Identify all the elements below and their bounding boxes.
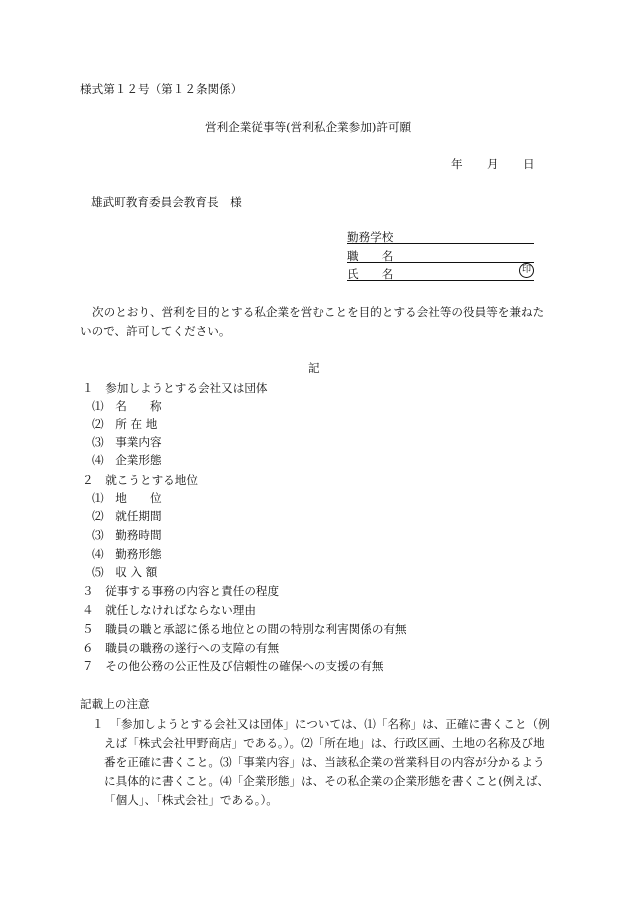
notes-line-2: えば「株式会社甲野商店」である。）。⑵「所在地」は、行政区画、土地の名称及び地 xyxy=(104,736,545,750)
notes-heading: 記載上の注意 xyxy=(80,697,150,711)
item-1-4: ⑷ 企業形態 xyxy=(92,453,162,467)
date-month: 月 xyxy=(487,157,499,171)
item-2-4: ⑷ 勤務形態 xyxy=(92,547,162,561)
ki-heading: 記 xyxy=(308,361,320,375)
item-2: ２ 就こうとする地位 xyxy=(82,473,198,487)
body-line-1: 次のとおり、営利を目的とする私企業を営むことを目的とする会社等の役員等を兼ねた xyxy=(92,305,545,319)
notes-line-4: に具体的に書くこと。⑷「企業形態」は、その私企業の企業形態を書くこと(例えば、 xyxy=(104,774,550,788)
item-5: ５ 職員の職と承認に係る地位との間の特別な利害関係の有無 xyxy=(82,622,407,636)
seal-mark: 印 xyxy=(519,263,534,278)
document-title: 営利企業従事等(営利私企業参加)許可願 xyxy=(205,120,412,134)
item-1-3: ⑶ 事業内容 xyxy=(92,435,162,449)
date-day: 日 xyxy=(523,157,535,171)
notes-line-5: 「個人」、「株式会社」である。）。 xyxy=(104,793,278,807)
date-year: 年 xyxy=(451,157,463,171)
form-number: 様式第１２号（第１２条関係） xyxy=(80,82,243,96)
school-line xyxy=(347,243,534,244)
item-1: １ 参加しようとする会社又は団体 xyxy=(82,381,268,395)
item-2-5: ⑸ 収 入 額 xyxy=(92,565,158,579)
item-7: ７ その他公務の公正性及び信頼性の確保への支援の有無 xyxy=(82,659,384,673)
item-1-1: ⑴ 名 称 xyxy=(92,399,162,413)
item-2-1: ⑴ 地 位 xyxy=(92,491,162,505)
item-6: ６ 職員の職務の遂行への支障の有無 xyxy=(82,641,280,655)
notes-line-1: １ 「参加しようとする会社又は団体」については、⑴「名称」は、正確に書くこと（例 xyxy=(92,717,550,731)
item-2-3: ⑶ 勤務時間 xyxy=(92,528,162,542)
school-label: 勤務学校 xyxy=(347,230,394,244)
item-4: ４ 就任しなければならない理由 xyxy=(82,603,256,617)
name-label: 氏 名 xyxy=(347,267,394,281)
body-line-2: いので、許可してください。 xyxy=(80,324,231,338)
item-2-2: ⑵ 就任期間 xyxy=(92,509,162,523)
notes-line-3: 番を正確に書くこと。⑶「事業内容」は、当該私企業の営業科目の内容が分かるよう xyxy=(104,755,545,769)
addressee: 雄武町教育委員会教育長 様 xyxy=(91,195,242,209)
item-1-2: ⑵ 所 在 地 xyxy=(92,417,158,431)
position-line xyxy=(347,262,534,263)
item-3: ３ 従事する事務の内容と責任の程度 xyxy=(82,584,280,598)
position-label: 職 名 xyxy=(347,249,394,263)
name-line xyxy=(347,280,534,281)
